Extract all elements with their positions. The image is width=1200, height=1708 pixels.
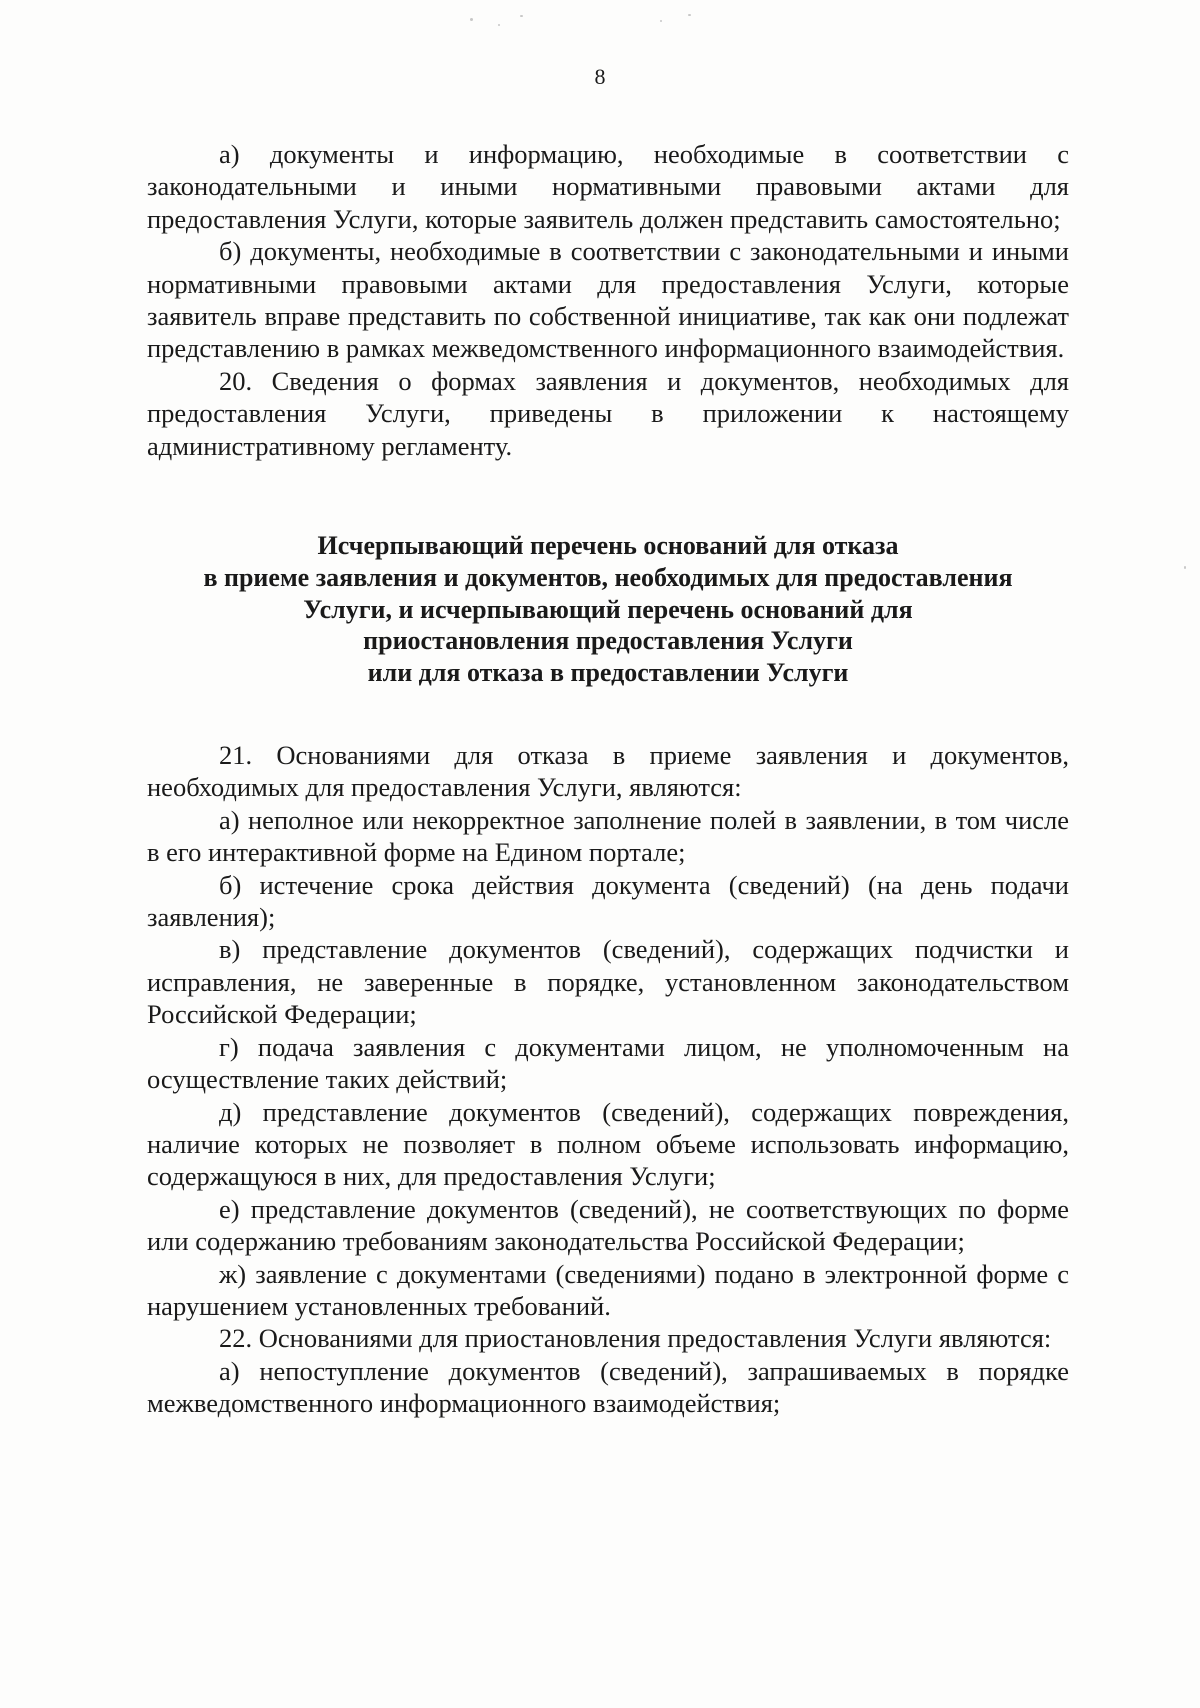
section-heading-line: Услуги, и исчерпывающий перечень оснований для [303,594,913,624]
paragraph: д) представление документов (сведений), содержащих повреждения, наличие которых не позволяет в полном объеме использовать информацию, содержащуюся в них, для предоставления Услуги; [147,1096,1069,1192]
scan-speck [520,15,523,17]
paragraph: ж) заявление с документами (сведениями) подано в электронной форме с нарушением установленных требований. [147,1258,1069,1321]
document-body [147,138,1069,1420]
scan-speck [1184,566,1186,569]
section-heading [147,530,1069,689]
paragraph: а) непоступление документов (сведений), запрашиваемых в порядке межведомственного информационного взаимодействия; [147,1355,1069,1419]
paragraph: 21. Основаниями для отказа в приеме заявления и документов, необходимых для предоставления Услуги, являются: [147,740,1069,803]
paragraph: в) представление документов (сведений), содержащих подчистки и исправления, не заверенные в порядке, установленном законодательством Российской Федерации; [147,934,1069,1030]
section-heading-line: или для отказа в предоставлении Услуги [367,658,849,688]
paragraph: б) документы, необходимые в соответствии с законодательными и иными нормативными правовыми актами для предоставления Услуги, которые заявитель вправе представить по собственной инициативе, так как они подлежат представлению в рамках межведомственного информационного взаимодействия. [147,236,1069,364]
paragraph: б) истечение срока действия документа (сведений) (на день подачи заявления); [147,869,1069,933]
paragraph: а) неполное или некорректное заполнение полей в заявлении, в том числе в его интерактивной форме на Едином портале; [147,804,1069,868]
scan-speck [688,14,691,16]
section-heading-line: в приеме заявления и документов, необходимых для предоставления [203,562,1013,592]
paragraph: 22. Основаниями для приостановления предоставления Услуги являются: [219,1323,1052,1354]
section-heading-line: Исчерпывающий перечень оснований для отказа [317,531,899,561]
paragraph: г) подача заявления с документами лицом, не уполномоченным на осуществление таких действий; [147,1031,1069,1095]
scan-speck [470,18,473,21]
section-heading-line: приостановления предоставления Услуги [363,626,853,656]
paragraph: 20. Сведения о формах заявления и документов, необходимых для предоставления Услуги, приведены в приложении к настоящему административному регламенту. [147,365,1069,461]
page-number: 8 [594,64,606,89]
scan-speck [498,24,500,26]
scan-speck [660,20,662,22]
paragraph: е) представление документов (сведений), не соответствующих по форме или содержанию требованиям законодательства Российской Федерации; [147,1193,1069,1257]
paragraph: а) документы и информацию, необходимые в соответствии с законодательными и иными нормативными правовыми актами для предоставления Услуги, которые заявитель должен представить самостоятельно; [147,139,1069,234]
